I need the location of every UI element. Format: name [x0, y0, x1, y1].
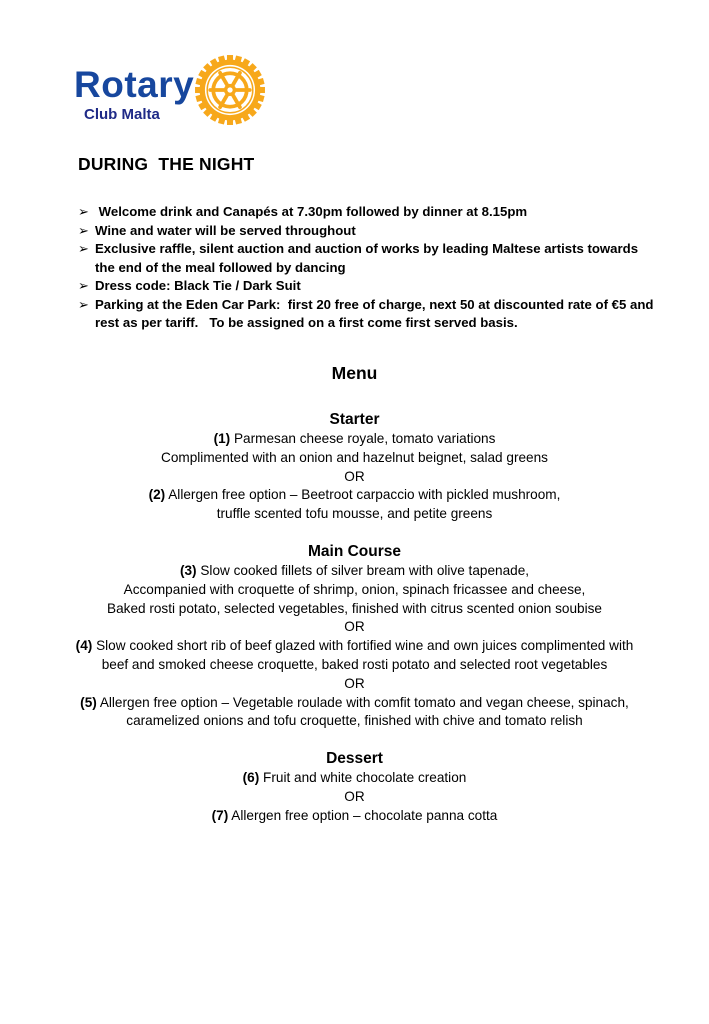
dish-text: Slow cooked short rib of beef glazed with fortified wine and own juices complimented with — [92, 638, 634, 654]
course-dessert — [0, 749, 709, 825]
menu-courses — [0, 410, 709, 826]
event-detail-text: Welcome drink and Canapés at 7.30pm followed by dinner at 8.15pm — [95, 204, 528, 219]
or-separator — [0, 618, 709, 637]
dish-number: (3) — [179, 562, 197, 578]
arrow-bullet-icon: ➢ — [78, 222, 89, 238]
menu-line — [0, 430, 709, 449]
dish-text: Fruit and white chocolate creation — [259, 770, 467, 786]
menu-line — [0, 505, 709, 524]
dish-text: truffle scented tofu mousse, and petite greens — [216, 506, 493, 522]
course-main-course — [0, 542, 709, 731]
menu-line — [0, 656, 709, 675]
course-starter — [0, 410, 709, 524]
dish-text: Parmesan cheese royale, tomato variations — [230, 431, 496, 446]
menu-line — [0, 769, 709, 788]
dish-text: beef and smoked cheese croquette, baked rosti potato and selected root vegetables — [101, 656, 608, 672]
menu-line — [0, 486, 709, 505]
dish-number: (7) — [211, 807, 229, 823]
menu-heading: Menu — [331, 363, 378, 383]
menu-line — [0, 637, 709, 656]
arrow-bullet-icon: ➢ — [78, 296, 89, 312]
logo-wordmark: Rotary — [74, 64, 195, 105]
event-detail-text: the end of the meal followed by dancing — [95, 259, 346, 275]
menu-line — [0, 562, 709, 581]
dish-text: OR — [344, 619, 365, 635]
event-detail-item — [78, 240, 688, 277]
course-heading: Starter — [329, 411, 380, 428]
dish-text: Complimented with an onion and hazelnut beignet, salad greens — [161, 449, 548, 465]
rotary-club-malta-logo — [74, 52, 274, 132]
logo-subtitle: Club Malta — [84, 106, 160, 123]
dish-text: Slow cooked fillets of silver bream with olive tapenade, — [196, 562, 530, 578]
event-detail-item — [78, 296, 688, 333]
arrow-bullet-icon: ➢ — [78, 204, 89, 219]
menu-line — [0, 694, 709, 713]
or-separator — [0, 468, 709, 487]
event-detail-item — [78, 203, 688, 222]
course-heading: Main Course — [307, 542, 401, 560]
menu-line — [0, 581, 709, 600]
menu-section — [0, 362, 709, 844]
dish-text: Accompanied with croquette of shrimp, onion, spinach fricassee and cheese, — [123, 581, 586, 597]
event-details-list — [78, 203, 688, 333]
course-heading: Dessert — [326, 750, 383, 768]
menu-line — [0, 449, 709, 468]
event-detail-text: Wine and water will be served throughout — [95, 222, 356, 238]
dish-number: (6) — [242, 770, 260, 786]
dish-text: caramelized onions and tofu croquette, finished with chive and tomato relish — [126, 713, 583, 729]
dish-number: (5) — [80, 694, 97, 710]
during-the-night-heading: DURING THE NIGHT — [78, 154, 255, 174]
or-separator — [0, 675, 709, 694]
event-detail-text: Exclusive raffle, silent auction and auction of works by leading Maltese artists towards — [95, 241, 639, 256]
event-detail-item — [78, 222, 688, 241]
arrow-bullet-icon: ➢ — [78, 278, 89, 293]
dish-number: (1) — [213, 431, 231, 446]
menu-line — [0, 807, 709, 826]
menu-line — [0, 600, 709, 619]
event-detail-text: Dress code: Black Tie / Dark Suit — [95, 278, 301, 293]
dish-text: Baked rosti potato, selected vegetables, finished with citrus scented onion soubise — [107, 600, 602, 616]
dish-text: OR — [344, 468, 365, 484]
dish-number: (4) — [75, 638, 93, 654]
dish-text: OR — [344, 788, 365, 804]
event-detail-text: rest as per tariff. To be assigned on a first come first served basis. — [95, 315, 518, 330]
dish-text: Allergen free option – Beetroot carpaccio with pickled mushroom, — [165, 487, 561, 503]
dish-text: Allergen free option – Vegetable roulade with comfit tomato and vegan cheese, spinach, — [96, 694, 629, 710]
or-separator — [0, 788, 709, 807]
dish-text: OR — [344, 675, 365, 691]
rotary-wheel-icon — [192, 52, 268, 128]
arrow-bullet-icon: ➢ — [78, 241, 89, 256]
event-detail-item — [78, 277, 688, 296]
event-detail-text: Parking at the Eden Car Park: first 20 free of charge, next 50 at discounted rate of €5 and — [95, 296, 654, 312]
dish-text: Allergen free option – chocolate panna cotta — [228, 807, 498, 823]
menu-line — [0, 712, 709, 731]
dish-number: (2) — [148, 487, 166, 503]
